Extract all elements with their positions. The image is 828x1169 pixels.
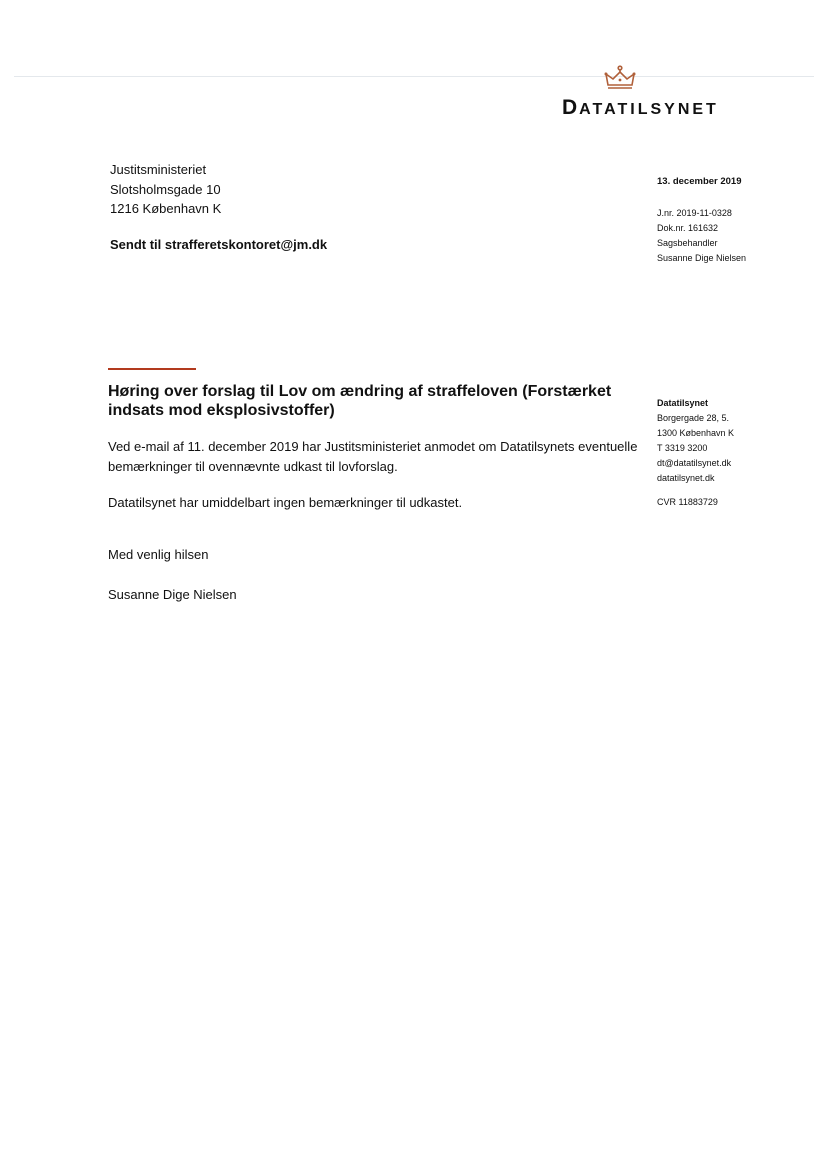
logo-wordmark — [562, 96, 719, 120]
header-rule — [14, 76, 814, 77]
recipient-city: 1216 København K — [110, 201, 222, 216]
letter-heading: Høring over forslag til Lov om ændring af straffeloven (Forstærket indsats mod eksplosivstoffer) — [108, 383, 612, 419]
sender-phone: T 3319 3200 — [657, 443, 708, 453]
sender-street: Borgergade 28, 5. — [657, 413, 730, 423]
body-paragraph-2: Datatilsynet har umiddelbart ingen bemærkninger til udkastet. — [108, 495, 463, 510]
logo-rest: ATATILSYNET — [579, 101, 719, 118]
case-handler-label: Sagsbehandler — [657, 238, 718, 248]
sender-website: datatilsynet.dk — [657, 473, 715, 483]
sender-city: 1300 København K — [657, 428, 735, 438]
case-meta — [657, 206, 746, 266]
sender-email: dt@datatilsynet.dk — [657, 458, 732, 468]
recipient-street: Slotsholmsgade 10 — [110, 181, 221, 197]
sender-cvr: CVR 11883729 — [657, 497, 718, 507]
case-handler-name: Susanne Dige Nielsen — [657, 253, 747, 263]
sender-details — [657, 396, 734, 510]
journal-number: J.nr. 2019-11-0328 — [657, 208, 732, 218]
sent-to-line: Sendt til strafferetskontoret@jm.dk — [110, 237, 328, 252]
body-paragraph-1: Ved e-mail af 11. december 2019 har Justitsministeriet anmodet om Datatilsynets eventuelle bemærkninger til ovennævnte udkast til lovforslag. — [108, 439, 638, 474]
sender-name: Datatilsynet — [657, 398, 709, 408]
logo-first-letter: D — [562, 96, 580, 119]
closing-greeting: Med venlig hilsen — [108, 547, 209, 562]
letter-date: 13. december 2019 — [657, 176, 742, 187]
recipient-name: Justitsministeriet — [110, 162, 207, 177]
heading-accent-line — [108, 368, 196, 370]
document-number: Dok.nr. 161632 — [657, 223, 719, 233]
recipient-address — [110, 160, 221, 219]
crown-icon — [603, 65, 637, 91]
signer-name: Susanne Dige Nielsen — [108, 587, 237, 602]
